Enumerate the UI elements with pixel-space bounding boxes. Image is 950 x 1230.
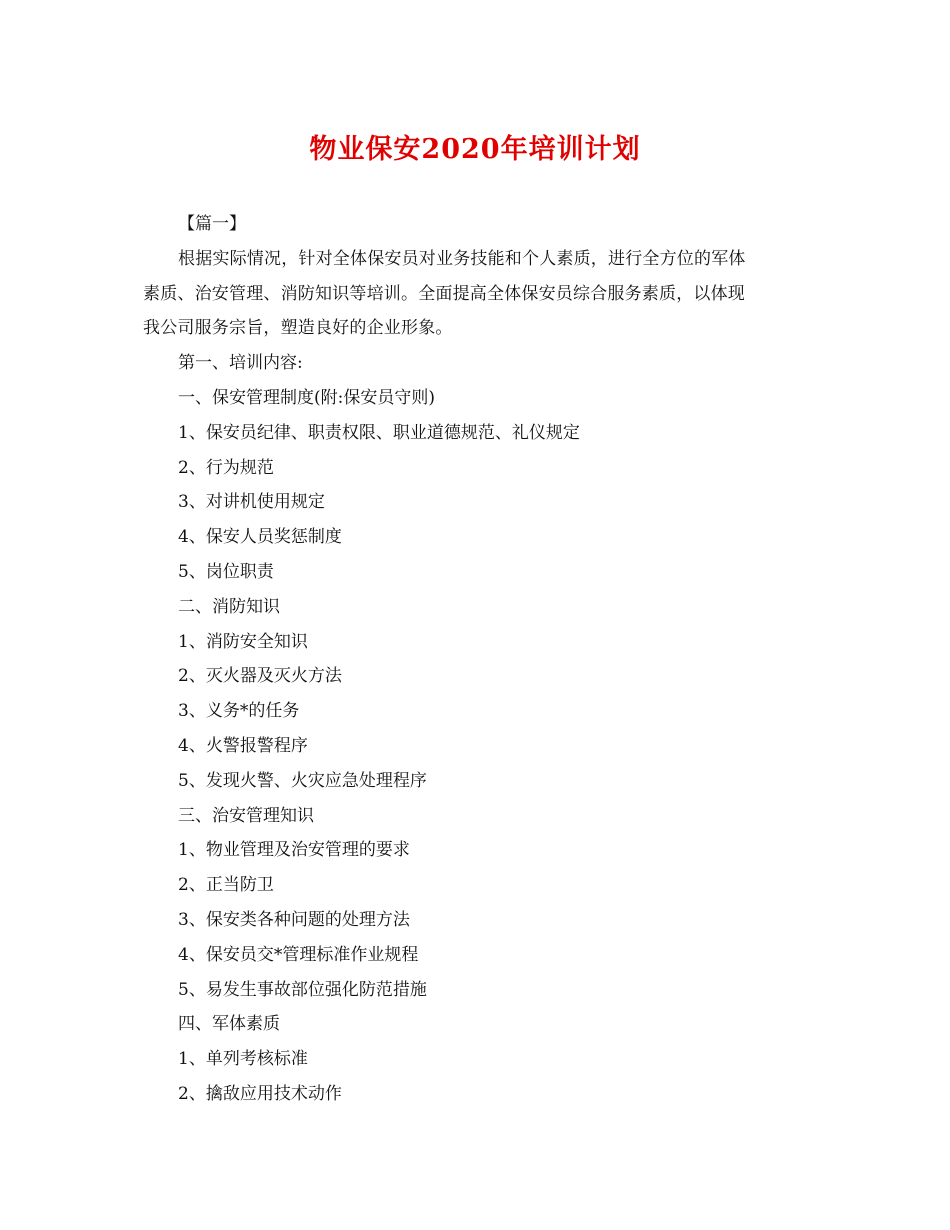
list-item: 2、灭火器及灭火方法 [178, 666, 342, 687]
list-item: 1、消防安全知识 [178, 631, 308, 652]
list-item: 2、行为规范 [178, 457, 274, 478]
intro-line: 素质、治安管理、消防知识等培训。全面提高全体保安员综合服务素质，以体现 [143, 283, 745, 304]
list-item: 3、保安类各种问题的处理方法 [178, 909, 410, 930]
list-item: 1、单列考核标准 [178, 1049, 308, 1070]
intro-line: 根据实际情况，针对全体保安员对业务技能和个人素质，进行全方位的军体 [178, 248, 746, 269]
list-item: 4、火警报警程序 [178, 735, 308, 756]
document-body [143, 207, 807, 1112]
section-heading: 四、军体素质 [178, 1014, 280, 1035]
list-item: 5、易发生事故部位强化防范措施 [178, 979, 427, 1000]
list-item: 4、保安员交*管理标准作业规程 [178, 944, 419, 965]
section-label: 【篇一】 [178, 214, 246, 234]
list-item: 4、保安人员奖惩制度 [178, 527, 342, 548]
list-item: 3、对讲机使用规定 [178, 492, 325, 513]
list-item: 1、保安员纪律、职责权限、职业道德规范、礼仪规定 [178, 422, 580, 443]
section-heading: 二、消防知识 [178, 596, 280, 617]
list-item: 2、擒敌应用技术动作 [178, 1083, 342, 1104]
list-item: 1、物业管理及治安管理的要求 [178, 840, 410, 861]
outline-heading: 第一、培训内容: [178, 353, 303, 374]
document-title: 物业保安2020年培训计划 [309, 134, 641, 165]
list-item: 5、岗位职责 [178, 561, 274, 582]
list-item: 3、义务*的任务 [178, 701, 300, 722]
intro-line: 我公司服务宗旨，塑造良好的企业形象。 [143, 318, 453, 339]
list-item: 5、发现火警、火灾应急处理程序 [178, 770, 427, 791]
section-heading: 一、保安管理制度(附:保安员守则) [178, 387, 435, 408]
section-heading: 三、治安管理知识 [178, 805, 314, 826]
list-item: 2、正当防卫 [178, 875, 274, 896]
